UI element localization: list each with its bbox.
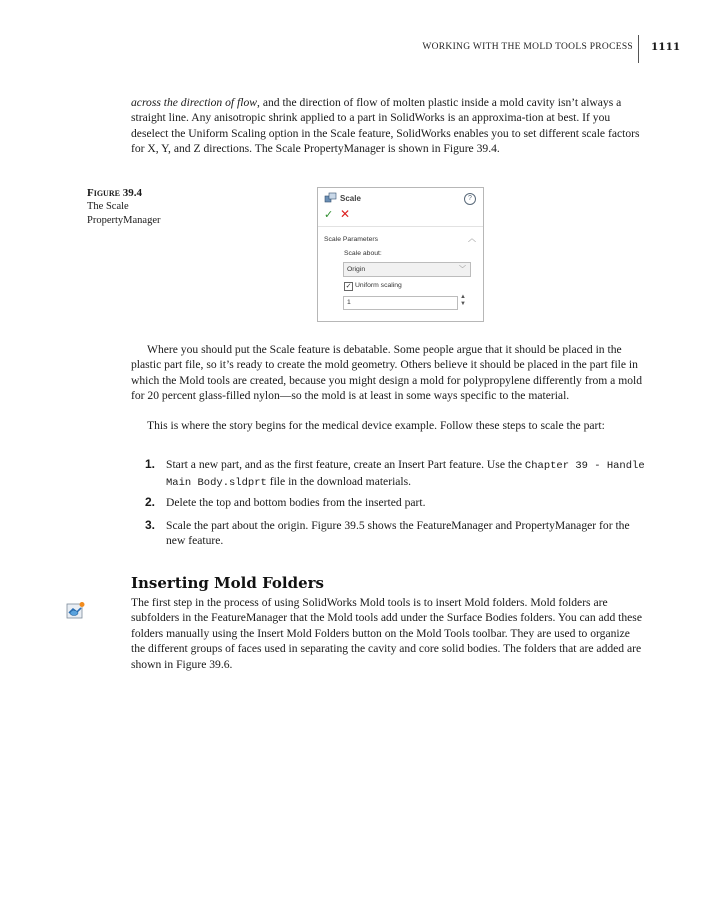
cancel-button[interactable]: ✕ xyxy=(340,207,351,221)
step-number: 2. xyxy=(145,495,156,509)
p1-text: Where you should put the Scale feature is debatable. Some people argue that it should be placed in the plastic part file, so it’s ready to create the mold geometry. Others believe it should be placed in the part file in which the Mold tools are created, because you might design a mold for polypropylene differently from a mold for 20 percent glass-filled nylon—so the mold is at least in some ways specific to the material. xyxy=(131,343,643,403)
scale-icon xyxy=(324,192,337,203)
chevron-down-icon: ﹀ xyxy=(459,266,466,273)
chevron-up-icon[interactable]: ︿ xyxy=(468,234,476,243)
section-paragraph xyxy=(131,595,645,672)
step-1-text-after: file in the download materials. xyxy=(266,475,412,489)
step-number: 1. xyxy=(145,457,156,471)
help-icon[interactable]: ? xyxy=(464,193,476,205)
p2-text: This is where the story begins for the medical device example. Follow these steps to scale the part: xyxy=(147,419,605,432)
scale-about-select[interactable] xyxy=(343,262,471,277)
uniform-scaling-label: Uniform scaling xyxy=(355,282,402,289)
scale-property-manager xyxy=(317,187,484,322)
scale-about-value: Origin xyxy=(347,266,366,273)
ok-button[interactable]: ✓ xyxy=(324,209,334,221)
section-heading: Inserting Mold Folders xyxy=(131,574,324,592)
section-title: Scale Parameters xyxy=(324,236,379,243)
figure-label: Figure 39.4 xyxy=(87,187,142,199)
panel-title: Scale xyxy=(340,194,361,203)
scale-about-label: Scale about: xyxy=(344,250,382,257)
insert-mold-folders-icon xyxy=(66,601,86,621)
header-divider xyxy=(638,35,639,63)
step-text: Scale the part about the origin. Figure 39.5 shows the FeatureManager and PropertyManager for the new feature. xyxy=(166,519,630,548)
spinner-icon[interactable]: ▲ ▼ xyxy=(460,294,466,307)
uniform-scaling-checkbox[interactable]: ✓ xyxy=(345,283,352,290)
intro-italic-lead: across the direction of flow xyxy=(131,96,258,109)
scale-factor-input[interactable]: 1 xyxy=(343,296,458,310)
step-1-text-before: Start a new part, and as the first feature, create an Insert Part feature. Use the xyxy=(166,458,525,471)
figure-caption-text: The Scale PropertyManager xyxy=(87,201,161,226)
section-text: The first step in the process of using SolidWorks Mold tools is to insert Mold folders. Mold folders are subfolders in the FeatureManager that the Mold tools add under the Surface Bodies folders. You can add these folders manually using the Insert Mold Folders button on the Mold Tools toolbar. They are used to organize the different groups of faces used in separating the cavity and core solid bodies. The folders that are added are shown in Figure 39.6. xyxy=(131,596,642,671)
step-1-code: Chapter 39 - Handle Main Body.sldprt xyxy=(166,460,645,490)
step-text: Delete the top and bottom bodies from the inserted part. xyxy=(166,496,426,509)
intro-paragraph xyxy=(131,95,645,157)
step-text xyxy=(166,457,648,492)
step-number: 3. xyxy=(145,518,156,532)
intro-text: , and the direction of flow of molten plastic inside a mold cavity isn’t always a straight line. Any anisotropic shrink applied to a part in SolidWorks is an approxima-tion at best. If you deselect the Uniform Scaling option in the Scale feature, SolidWorks enables you to set different scale factors for X, Y, and Z directions. The Scale PropertyManager is shown in Figure 39.4. xyxy=(131,96,640,156)
figure-caption xyxy=(87,186,187,228)
running-header: WORKING WITH THE MOLD TOOLS PROCESS xyxy=(422,42,633,52)
divider xyxy=(318,226,483,227)
body-paragraph-1 xyxy=(131,342,645,404)
body-paragraph-2 xyxy=(131,418,645,433)
page-number: 1111 xyxy=(651,41,681,53)
